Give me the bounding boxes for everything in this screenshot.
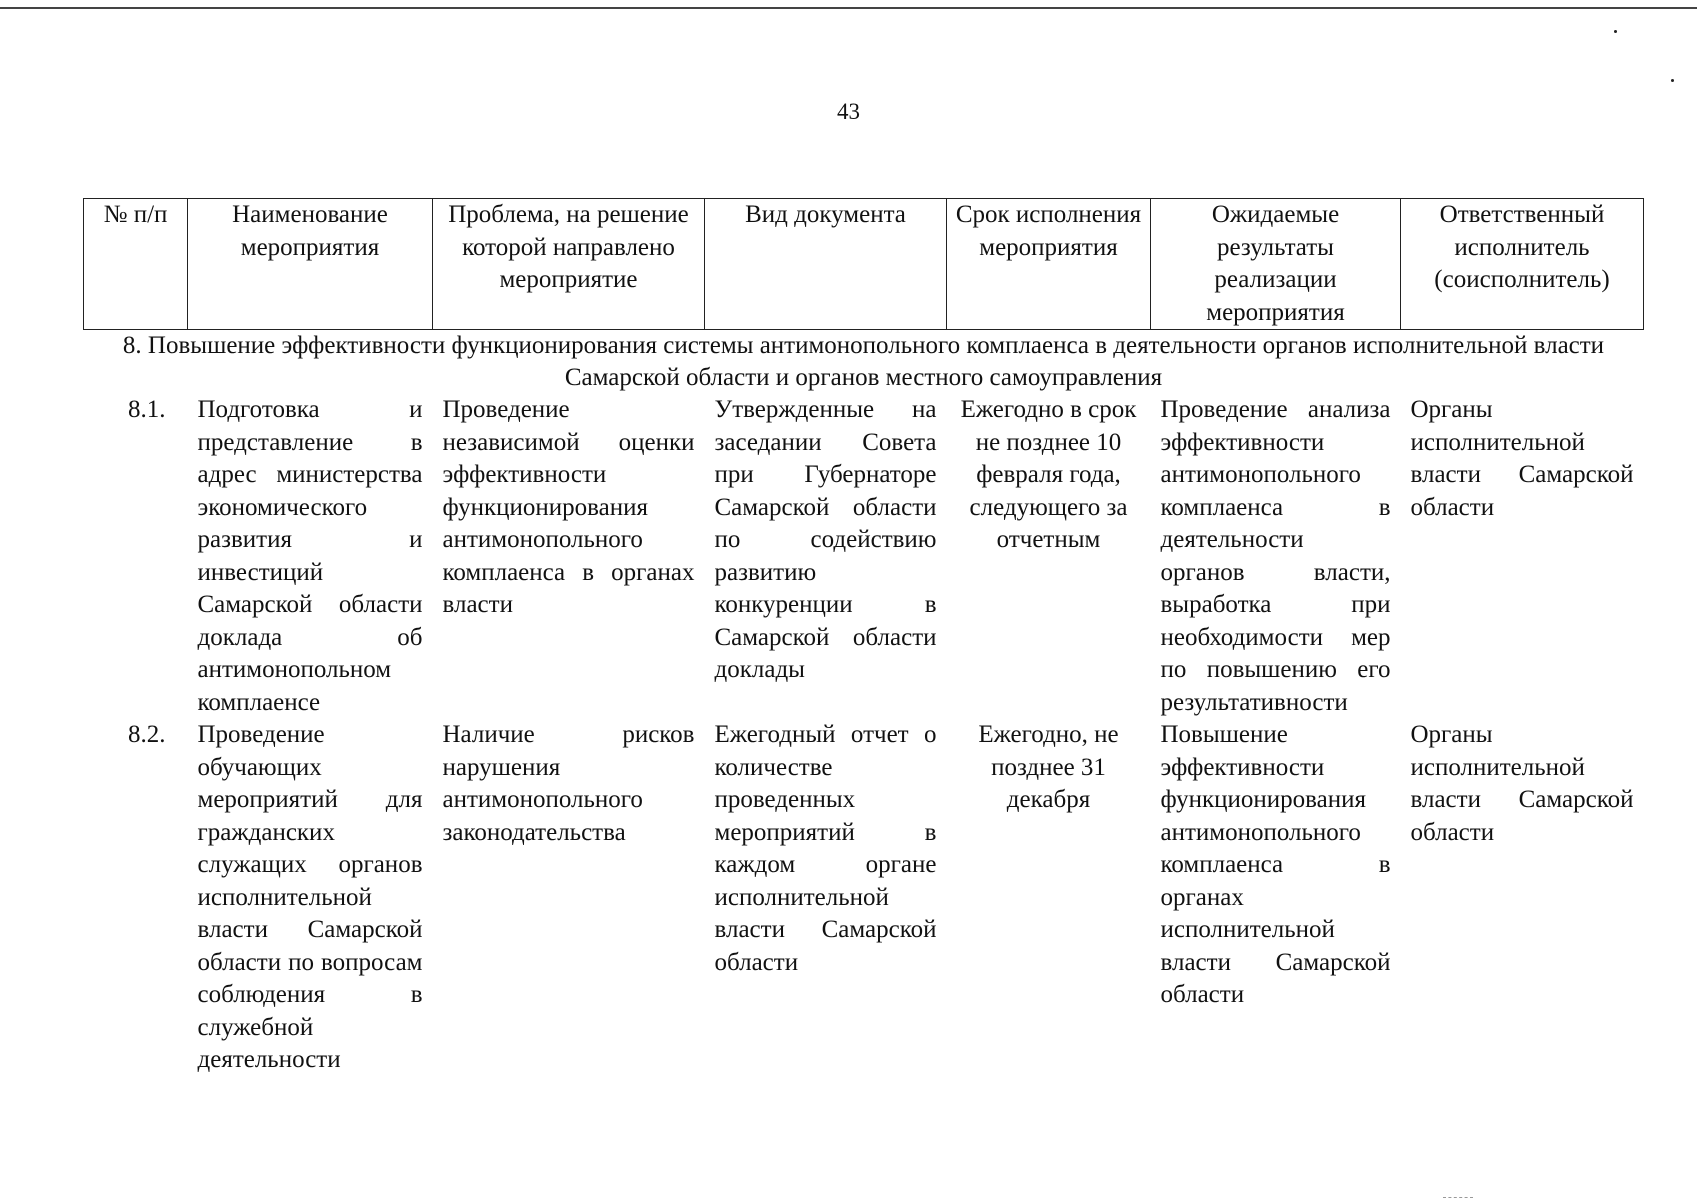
header-problem: Проблема, на решение которой направлено мероприятие <box>433 199 705 330</box>
row-expected-results: Проведение анализа эффективности антимонопольного комплаенса в деятельности органов власти, выработка при необходимости мер по повышению его результативности <box>1160 396 1391 716</box>
row-problem: Проведение независимой оценки эффективности функционирования антимонопольного комплаенса в органах власти <box>442 396 695 618</box>
table-row <box>84 394 1644 719</box>
row-number: 8.1. <box>128 396 166 423</box>
row-document-type: Утвержденные на заседании Совета при Губернаторе Самарской области по содействию развитию конкуренции в Самарской области доклады <box>714 396 937 683</box>
row-deadline: Ежегодно в срок не позднее 10 февраля года, следующего за отчетным <box>960 396 1137 553</box>
header-name: Наименование мероприятия <box>188 199 433 330</box>
section-row <box>84 330 1644 395</box>
measures-table <box>83 198 1644 1077</box>
top-rule <box>0 7 1697 9</box>
row-number: 8.2. <box>128 721 166 748</box>
page-number: 43 <box>837 99 860 124</box>
row-responsible: Органы исполнительной власти Самарской области <box>1410 721 1634 846</box>
section-title: 8. Повышение эффективности функционирования системы антимонопольного комплаенса в деятельности органов исполнительной власти Самарской области и органов местного самоуправления <box>122 332 1605 391</box>
header-deadline: Срок исполнения мероприятия <box>947 199 1151 330</box>
row-deadline: Ежегодно, не позднее 31 декабря <box>978 721 1119 813</box>
row-responsible: Органы исполнительной власти Самарской области <box>1410 396 1634 521</box>
header-responsible: Ответственный исполнитель (соисполнитель) <box>1401 199 1644 330</box>
row-document-type: Ежегодный отчет о количестве проведенных мероприятий в каждом органе исполнительной власти Самарской области <box>714 721 937 976</box>
header-number: № п/п <box>84 199 188 330</box>
header-document-type: Вид документа <box>705 199 947 330</box>
row-measure-name: Проведение обучающих мероприятий для гражданских служащих органов исполнительной власти Самарской области по вопросам соблюдения в служебной деятельности <box>197 721 423 1073</box>
header-expected-results: Ожидаемые результаты реализации мероприятия <box>1151 199 1401 330</box>
table-header-row <box>84 199 1644 330</box>
table-row <box>84 719 1644 1077</box>
row-expected-results: Повышение эффективности функционирования антимонопольного комплаенса в органах исполнительной власти Самарской области <box>1160 721 1391 1008</box>
scan-dash <box>1443 1197 1473 1199</box>
scan-speck <box>1614 30 1617 33</box>
row-problem: Наличие рисков нарушения антимонопольного законодательства <box>442 721 695 846</box>
scan-speck <box>1671 79 1674 82</box>
row-measure-name: Подготовка и представление в адрес министерства экономического развития и инвестиций Самарской области доклада об антимонопольном комплаенсе <box>197 396 423 716</box>
